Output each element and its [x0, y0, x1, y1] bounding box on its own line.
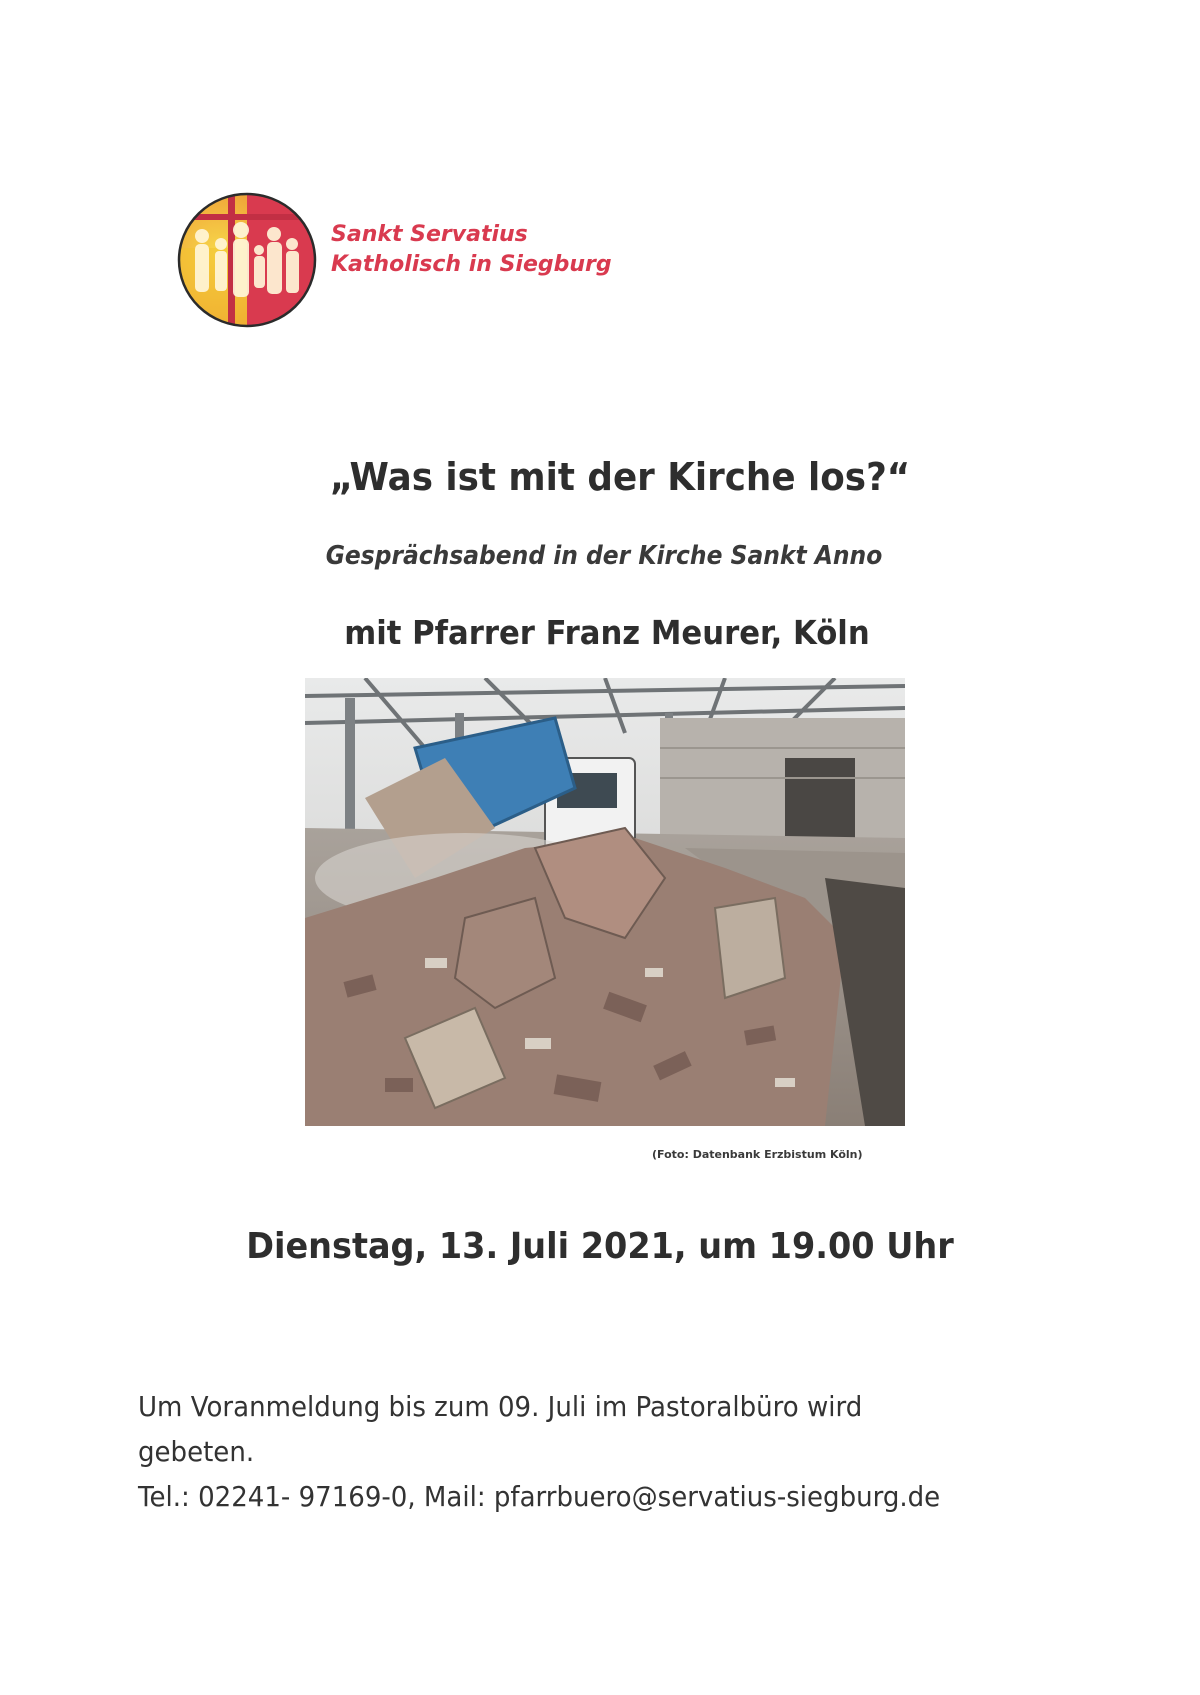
- event-speaker: mit Pfarrer Franz Meurer, Köln: [344, 613, 870, 652]
- demolition-rubble-photo: [305, 678, 905, 1126]
- event-subtitle: Gesprächsabend in der Kirche Sankt Anno: [325, 541, 883, 571]
- organization-name-line1: Sankt Servatius: [331, 222, 528, 247]
- registration-note: [138, 1384, 1001, 1519]
- event-title: „Was ist mit der Kirche los?“: [329, 455, 911, 499]
- parish-logo: [175, 190, 320, 330]
- registration-line2: gebeten.: [138, 1435, 255, 1468]
- organization-name: [331, 220, 612, 280]
- organization-name-line2: Katholisch in Siegburg: [331, 252, 612, 277]
- parish-family-cross-logo-icon: [175, 190, 320, 330]
- registration-contact: Tel.: 02241- 97169-0, Mail: pfarrbuero@servatius-siegburg.de: [138, 1480, 941, 1513]
- event-photo: [305, 678, 905, 1126]
- event-date-time: Dienstag, 13. Juli 2021, um 19.00 Uhr: [246, 1226, 954, 1267]
- registration-line1: Um Voranmeldung bis zum 09. Juli im Pastoralbüro wird: [138, 1390, 863, 1423]
- photo-caption: (Foto: Datenbank Erzbistum Köln): [652, 1148, 863, 1161]
